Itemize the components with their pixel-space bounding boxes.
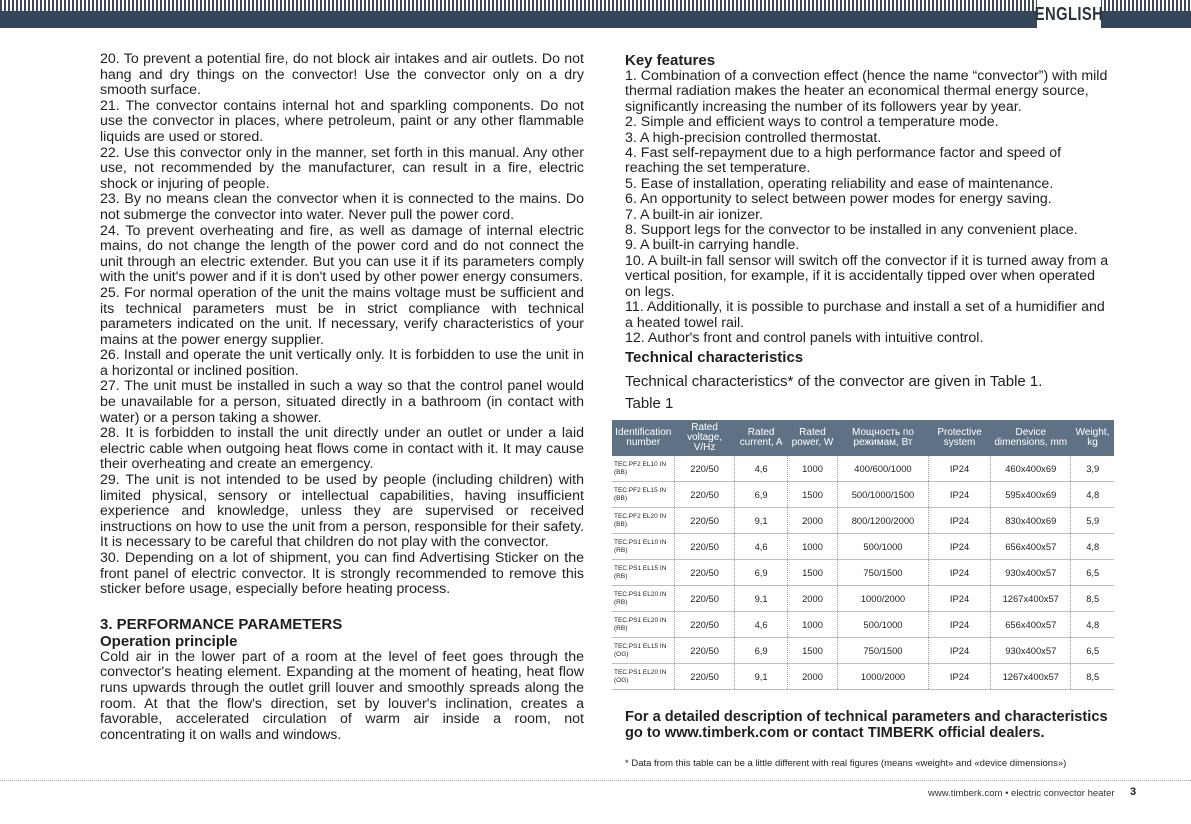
- spec-table: [612, 420, 1114, 690]
- table-cell: IP24: [929, 638, 991, 664]
- table-cell: 2000: [788, 586, 838, 612]
- page-number: 3: [1130, 786, 1137, 798]
- feature-item: 12. Author's front and control panels with intuitive control.: [625, 329, 984, 346]
- safety-item-26: 26. Install and operate the unit vertically only. It is forbidden to use the unit in a horizontal or inclined position.: [100, 347, 584, 379]
- table-cell-id: TEC.PS1 EL20 IN (RB): [612, 586, 675, 612]
- table-row: [612, 586, 1114, 612]
- table-cell: 220/50: [675, 638, 735, 664]
- top-bar-band: [0, 11, 1191, 28]
- table-cell-id: TEC.PF2 EL20 IN (BB): [612, 508, 675, 534]
- table-cell: 460x400x69: [991, 456, 1071, 482]
- table-cell: 500/1000: [837, 612, 928, 638]
- right-column: [625, 52, 1109, 413]
- table-cell: 4,6: [735, 612, 788, 638]
- table-row: [612, 534, 1114, 560]
- table-cell: 220/50: [675, 560, 735, 586]
- header-voltage: Rated voltage, V/Hz: [675, 420, 735, 456]
- table-cell: 595x400x69: [991, 482, 1071, 508]
- table-cell: 1500: [788, 638, 838, 664]
- safety-item-24: 24. To prevent overheating and fire, as well as damage of internal electric mains, do not change the length of the power cord and do not connect the unit through an electric extender. But you can use it if its parameters comply with the unit's power and if it is don't used by other power energy consumers.: [100, 222, 584, 286]
- header-current: Rated current, A: [735, 420, 788, 456]
- table-cell: 4,8: [1071, 534, 1114, 560]
- top-stripe-bar: [0, 0, 1191, 28]
- subsection-title: Operation principle: [100, 632, 238, 650]
- safety-item-29: 29. The unit is not intended to be used by people (including children) with limited physical, sensory or intellectual capabilities, having insufficient experience and knowledge, unless they are supervised or received instructions on how to use the unit from a person, responsible for their safety. It is necessary to be careful that children do not play with the convector.: [100, 472, 584, 551]
- table-cell: 930x400x57: [991, 560, 1071, 586]
- safety-item-20: 20. To prevent a potential fire, do not block air intakes and air outlets. Do not hang and dry things on the convector! Use the convector only on a dry smooth surface.: [100, 51, 584, 99]
- table-cell: 3,9: [1071, 456, 1114, 482]
- table-cell: 9,1: [735, 508, 788, 534]
- table-cell: IP24: [929, 508, 991, 534]
- tech-title: Technical characteristics: [625, 349, 804, 367]
- table-cell: 656x400x57: [991, 534, 1071, 560]
- feature-item: 11. Additionally, it is possible to purchase and install a set of a humidifier and a heated towel rail.: [625, 299, 1105, 331]
- table-row: [612, 638, 1114, 664]
- table-cell: IP24: [929, 560, 991, 586]
- table-cell: IP24: [929, 586, 991, 612]
- safety-item-21: 21. The convector contains internal hot and sparkling components. Do not use the convector in places, where petroleum, paint or any other flammable liquids are used or stored.: [100, 97, 584, 145]
- table-cell: 1500: [788, 482, 838, 508]
- table-row: [612, 456, 1114, 482]
- safety-item-30: 30. Depending on a lot of shipment, you can find Advertising Sticker on the front panel of electric convector. It is strongly recommended to remove this sticker before usage, especially before heating process.: [100, 550, 584, 598]
- header-power-modes: Мощность по режимам, Вт: [837, 420, 928, 456]
- table-cell-id: TEC.PS1 EL15 IN (RB): [612, 560, 675, 586]
- feature-item: 2. Simple and efficient ways to control a temperature mode.: [625, 114, 999, 131]
- table-header-row: [612, 420, 1114, 456]
- left-column: [100, 52, 584, 743]
- table-cell: 9,1: [735, 664, 788, 690]
- feature-item: 5. Ease of installation, operating reliability and ease of maintenance.: [625, 175, 1054, 192]
- table-row: [612, 664, 1114, 690]
- section-title: 3. PERFORMANCE PARAMETERS: [100, 615, 343, 633]
- header-dimensions: Device dimensions, mm: [991, 420, 1071, 456]
- table-cell: 750/1500: [837, 638, 928, 664]
- table-cell: 1267x400x57: [991, 586, 1071, 612]
- footer-text: www.timberk.com • electric convector heater: [928, 788, 1115, 799]
- table-cell-id: TEC.PF2 EL10 IN (BB): [612, 456, 675, 482]
- table-caption: Table 1: [625, 395, 674, 413]
- safety-item-22: 22. Use this convector only in the manner, set forth in this manual. Any other use, not recommended by the manufacturer, can result in a fire, electric shock or injuring of people.: [100, 144, 584, 192]
- table-cell: 1000/2000: [837, 586, 928, 612]
- safety-item-27: 27. The unit must be installed in such a way so that the control panel would be unavailable for a person, situated directly in a bathroom (in contact with water) or a person taking a shower.: [100, 378, 584, 426]
- table-cell: 6,5: [1071, 560, 1114, 586]
- table-cell: 220/50: [675, 612, 735, 638]
- feature-item: 8. Support legs for the convector to be installed in any convenient place.: [625, 222, 1078, 239]
- table-cell: 4,8: [1071, 482, 1114, 508]
- table-cell: 6,5: [1071, 638, 1114, 664]
- table-cell: 220/50: [675, 508, 735, 534]
- footer-divider: [0, 780, 1191, 781]
- table-row: [612, 560, 1114, 586]
- table-cell: 1000: [788, 534, 838, 560]
- table-cell: IP24: [929, 482, 991, 508]
- table-cell: 4,6: [735, 456, 788, 482]
- table-cell: 750/1500: [837, 560, 928, 586]
- feature-item: 7. A built-in air ionizer.: [625, 206, 764, 223]
- table-cell: 8,5: [1071, 586, 1114, 612]
- table-cell: 1000: [788, 456, 838, 482]
- table-row: [612, 482, 1114, 508]
- table-cell: 656x400x57: [991, 612, 1071, 638]
- language-label: ENGLISH: [1037, 0, 1101, 28]
- table-cell: 400/600/1000: [837, 456, 928, 482]
- table-row: [612, 612, 1114, 638]
- table-cell: 1000: [788, 612, 838, 638]
- table-cell: IP24: [929, 612, 991, 638]
- key-features-title: Key features: [625, 52, 716, 69]
- table-cell: 6,9: [735, 482, 788, 508]
- table-cell-id: TEC.PS1 EL20 IN (OG): [612, 664, 675, 690]
- table-cell: 8,5: [1071, 664, 1114, 690]
- table-cell: 500/1000/1500: [837, 482, 928, 508]
- header-power: Rated power, W: [788, 420, 838, 456]
- table-footnote: * Data from this table can be a little different with real figures (means «weight» and «device dimensions»): [625, 758, 1067, 769]
- table-cell: 800/1200/2000: [837, 508, 928, 534]
- table-cell: 1000/2000: [837, 664, 928, 690]
- table-cell: 4,8: [1071, 612, 1114, 638]
- table-cell: 220/50: [675, 586, 735, 612]
- table-cell: IP24: [929, 534, 991, 560]
- table-cell: 5,9: [1071, 508, 1114, 534]
- table-cell: 2000: [788, 508, 838, 534]
- table-cell: IP24: [929, 456, 991, 482]
- table-cell: 6,9: [735, 638, 788, 664]
- table-cell-id: TEC.PS1 EL20 IN (RB): [612, 612, 675, 638]
- table-body: [612, 456, 1114, 690]
- safety-item-23: 23. By no means clean the convector when it is connected to the mains. Do not submerge the convector into water. Never pull the power cord.: [100, 191, 584, 223]
- feature-item: 10. A built-in fall sensor will switch off the convector if it is turned away from a vertical position, for example, if it is accidentally tipped over when operated on legs.: [625, 252, 1109, 300]
- feature-item: 6. An opportunity to select between power modes for energy saving.: [625, 191, 1052, 208]
- section-gap: [100, 598, 584, 616]
- table-cell: 220/50: [675, 664, 735, 690]
- detail-note: For a detailed description of technical parameters and characteristics go to www.timberk.com or contact TIMBERK official dealers.: [625, 709, 1108, 741]
- feature-item: 9. A built-in carrying handle.: [625, 237, 800, 254]
- table-cell-id: TEC.PF2 EL15 IN (BB): [612, 482, 675, 508]
- feature-item: 1. Combination of a convection effect (hence the name “convector”) with mild thermal radiation makes the heater an economical thermal energy source, significantly increasing the number of its followers year by year.: [625, 68, 1108, 115]
- header-identification: Identification number: [612, 420, 675, 456]
- table-cell-id: TEC.PS1 EL15 IN (OG): [612, 638, 675, 664]
- table-cell: 220/50: [675, 482, 735, 508]
- table-cell-id: TEC.PS1 EL10 IN (RB): [612, 534, 675, 560]
- table-cell: IP24: [929, 664, 991, 690]
- table-cell: 4,6: [735, 534, 788, 560]
- feature-item: 3. A high-precision controlled thermostat.: [625, 129, 882, 146]
- feature-item: 4. Fast self-repayment due to a high performance factor and speed of reaching the set temperature.: [625, 145, 1062, 177]
- table-cell: 9,1: [735, 586, 788, 612]
- table-cell: 2000: [788, 664, 838, 690]
- table-cell: 830x400x69: [991, 508, 1071, 534]
- table-cell: 1500: [788, 560, 838, 586]
- table-cell: 6,9: [735, 560, 788, 586]
- safety-item-25: 25. For normal operation of the unit the mains voltage must be sufficient and its technical parameters must be in strict compliance with technical parameters indicated on the unit. If necessary, verify characteristics of your mains at the power energy supplier.: [100, 284, 584, 348]
- table-cell: 220/50: [675, 456, 735, 482]
- tech-intro: Technical characteristics* of the convector are given in Table 1.: [625, 373, 1043, 391]
- table-cell: 220/50: [675, 534, 735, 560]
- table-cell: 1267x400x57: [991, 664, 1071, 690]
- header-protection: Protective system: [929, 420, 991, 456]
- table-cell: 500/1000: [837, 534, 928, 560]
- safety-item-28: 28. It is forbidden to install the unit directly under an outlet or under a laid electric cable when outgoing heat flows come in contact with it. It may cause their overheating and create an emergency.: [100, 425, 584, 473]
- operation-text: Cold air in the lower part of a room at the level of feet goes through the convector's heating element. Expanding at the moment of heating, heat flow runs upwards through the outlet grill louver and smoothly spreads along the room. At that the flow's direction, set by louver's inclination, creates a favorable, accelerated circulation of warm air inside a room, not concentrating it on walls and windows.: [100, 648, 584, 743]
- table-cell: 930x400x57: [991, 638, 1071, 664]
- table-row: [612, 508, 1114, 534]
- header-weight: Weight, kg: [1071, 420, 1114, 456]
